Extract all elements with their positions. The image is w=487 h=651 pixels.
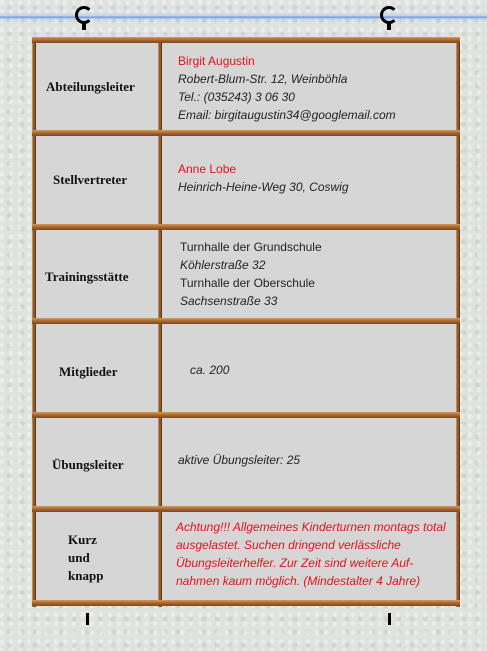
left-leg bbox=[86, 613, 89, 625]
row-label: Trainingsstätte bbox=[45, 269, 129, 284]
name-text: Anne Lobe bbox=[178, 162, 237, 176]
venue-name-text: Turnhalle der Grundschule bbox=[180, 240, 322, 254]
content-trainingsstaette bbox=[162, 230, 456, 318]
address-text: Robert-Blum-Str. 12, Weinböhla bbox=[178, 72, 348, 86]
members-count-text: ca. 200 bbox=[190, 363, 230, 377]
content-abteilungsleiter bbox=[162, 43, 456, 130]
label-uebungsleiter bbox=[36, 418, 158, 506]
address-text: Heinrich-Heine-Weg 30, Coswig bbox=[178, 180, 349, 194]
content-stellvertreter bbox=[162, 136, 456, 224]
frame-shelf-6 bbox=[32, 600, 460, 606]
info-board bbox=[32, 37, 460, 607]
venue-address-text: Köhlerstraße 32 bbox=[180, 258, 266, 272]
row-label-line: und bbox=[68, 550, 90, 565]
name-text: Birgit Augustin bbox=[178, 54, 255, 68]
label-trainingsstaette bbox=[36, 230, 158, 318]
email-text: Email: birgitaugustin34@googlemail.com bbox=[178, 108, 396, 122]
right-leg bbox=[388, 613, 391, 625]
label-abteilungsleiter bbox=[36, 43, 158, 130]
trainers-count-text: aktive Übungsleiter: 25 bbox=[178, 453, 301, 467]
label-kurz-und-knapp bbox=[36, 512, 158, 600]
venue-address-text: Sachsenstraße 33 bbox=[180, 294, 278, 308]
content-uebungsleiter bbox=[162, 418, 456, 506]
content-mitglieder bbox=[162, 324, 456, 412]
row-label: Mitglieder bbox=[59, 364, 118, 379]
label-mitglieder bbox=[36, 324, 158, 412]
content-kurz-und-knapp bbox=[162, 512, 456, 600]
row-label: Stellvertreter bbox=[53, 172, 128, 187]
row-label-line: knapp bbox=[68, 568, 104, 583]
row-label: Übungsleiter bbox=[52, 457, 124, 472]
phone-text: Tel.: (035243) 3 06 30 bbox=[178, 90, 295, 104]
left-hook-icon bbox=[75, 6, 93, 30]
top-blue-line bbox=[0, 11, 487, 23]
right-hook-icon bbox=[380, 6, 398, 30]
venue-name-text: Turnhalle der Oberschule bbox=[180, 276, 315, 290]
row-label: Abteilungsleiter bbox=[46, 78, 135, 94]
notice-text: Achtung!!! Allgemeines Kinderturnen montags total ausgelastet. Suchen dringend verlässliche Übungsleiterhelfer. Zur Zeit sind weitere Auf- nahmen kaum möglich. (Mindestalter 4 Jahre) bbox=[176, 520, 446, 588]
label-stellvertreter bbox=[36, 136, 158, 224]
row-label-line: Kurz bbox=[68, 532, 97, 547]
